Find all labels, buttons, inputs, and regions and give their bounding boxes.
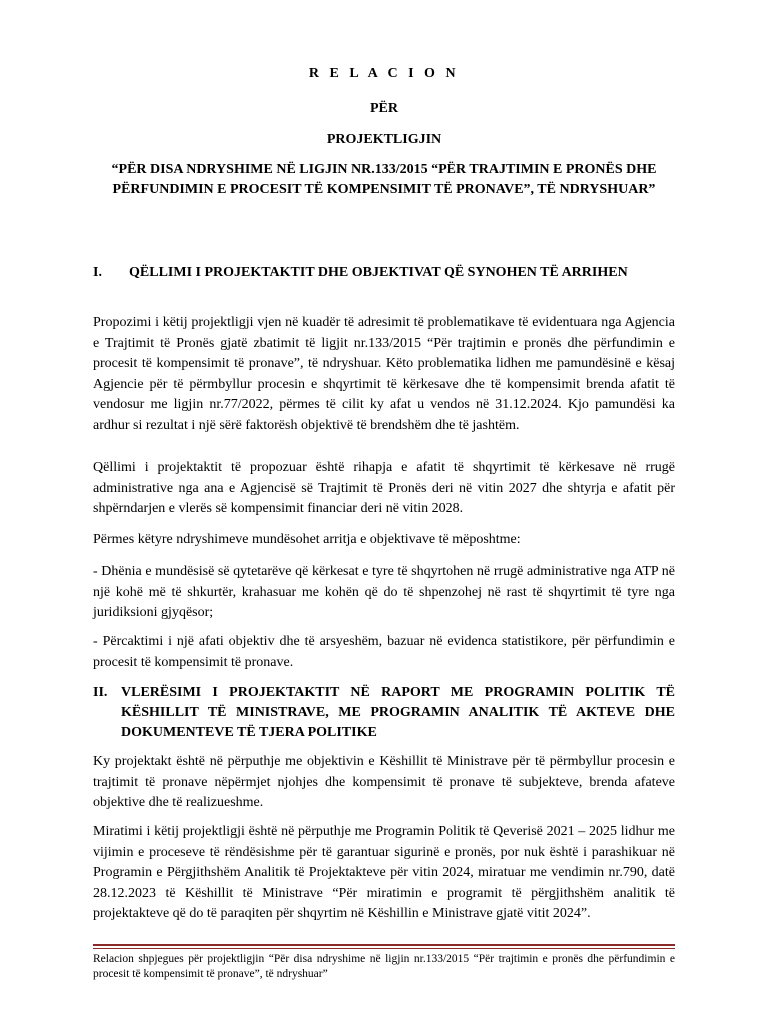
title-law-name: “PËR DISA NDRYSHIME NË LIGJIN NR.133/2015 “PËR TRAJTIMIN E PRONËS DHE PËRFUNDIMIN E PROCESIT TË KOMPENSIMIT TË PRONAVE”, TË NDRYSHUAR” — [111, 162, 657, 197]
section-2-number: II. — [93, 685, 108, 700]
section-1-paragraph-1: Propozimi i këtij projektligji vjen në kuadër të adresimit të problematikave të evidentuara nga Agjencia e Trajtimit të Pronës gjatë zbatimit të ligjit nr.133/2015 “Për trajtimin e pronës dhe përfundimin e procesit të kompensimit të pronave”, të ndryshuar. Këto problematika lidhen me pamundësinë e kësaj Agjencie për të përmbyllur procesin e shqyrtimit të kërkesave dhe të kompensimit brenda afatit të vendosur me ligjin nr.77/2022, përmes të cilit ky afat u vendos në 31.12.2024. Kjo pamundësi ka ardhur si rezultat i një sërë faktorësh objektivë të brendshëm dhe të jashtëm. — [93, 315, 675, 433]
section-1-heading — [93, 263, 675, 283]
section-1-title: QËLLIMI I PROJEKTAKTIT DHE OBJEKTIVAT QË SYNOHEN TË ARRIHEN — [129, 265, 628, 280]
document-title: R E L A C I O N — [308, 66, 460, 81]
section-1-list-item-1: - Dhënia e mundësisë së qytetarëve që kërkesat e tyre të shqyrtohen në rrugë administrative nga ATP në një kohë më të shkurtër, krahasuar me kohën që do të shpenzohej në rast të shqyrtimit të tyre nga juridiksioni gjyqësor; — [93, 564, 675, 621]
title-draft-law: PROJEKTLIGJIN — [326, 132, 442, 147]
section-1-paragraph-3: Përmes këtyre ndryshimeve mundësohet arritja e objektivave të mëposhtme: — [93, 532, 521, 547]
section-2-paragraph-1: Ky projektakt është në përputhje me objektivin e Këshillit të Ministrave për të përmbyllur procesin e trajtimit të pronave nëpërmjet njohjes dhe kompensimit të pronave të subjekteve, brenda afateve objektive dhe të realizueshme. — [93, 754, 675, 811]
title-for: PËR — [370, 101, 398, 116]
footer-divider-thin — [93, 948, 675, 949]
section-2-title: VLERËSIMI I PROJEKTAKTIT NË RAPORT ME PROGRAMIN POLITIK TË KËSHILLIT TË MINISTRAVE, ME PROGRAMIN ANALITIK TË AKTEVE DHE DOKUMENTEVE TË TJERA POLITIKE — [121, 685, 675, 740]
section-1-list-item-2: - Përcaktimi i një afati objektiv dhe të arsyeshëm, bazuar në evidenca statistikore, për përfundimin e procesit të kompensimit të pronave. — [93, 634, 675, 670]
section-1-paragraph-2: Qëllimi i projektaktit të propozuar është rihapja e afatit të shqyrtimit të kërkesave në rrugë administrative nga ana e Agjencisë së Trajtimit të Pronës deri në vitin 2027 dhe shtyrja e afatit për shpërndarjen e vlerës së kompensimit financiar deri në vitin 2028. — [93, 460, 675, 517]
section-2-heading — [93, 683, 675, 743]
page-footer: Relacion shpjegues për projektligjin “Për disa ndryshime në ligjin nr.133/2015 “Për trajtimin e pronës dhe përfundimin e procesit të kompensimit të pronave”, të ndryshuar” — [93, 953, 675, 980]
footer-divider — [93, 944, 675, 946]
section-2-paragraph-2: Miratimi i këtij projektligji është në përputhje me Programin Politik të Qeverisë 2021 – 2025 lidhur me vijimin e proceseve të rëndësishme për të garantuar sigurinë e pronës, por nuk është i parashikuar në Programin e Përgjithshëm Analitik të Projektakteve për vitin 2024, miratuar me vendimin nr.790, datë 28.12.2023 të Këshillit të Ministrave “Për miratimin e programit të përgjithshëm analitik të projektakteve që do të paraqiten për shqyrtim në Këshillin e Ministrave gjatë vitit 2024”. — [93, 824, 675, 922]
section-1-number: I. — [93, 265, 102, 280]
